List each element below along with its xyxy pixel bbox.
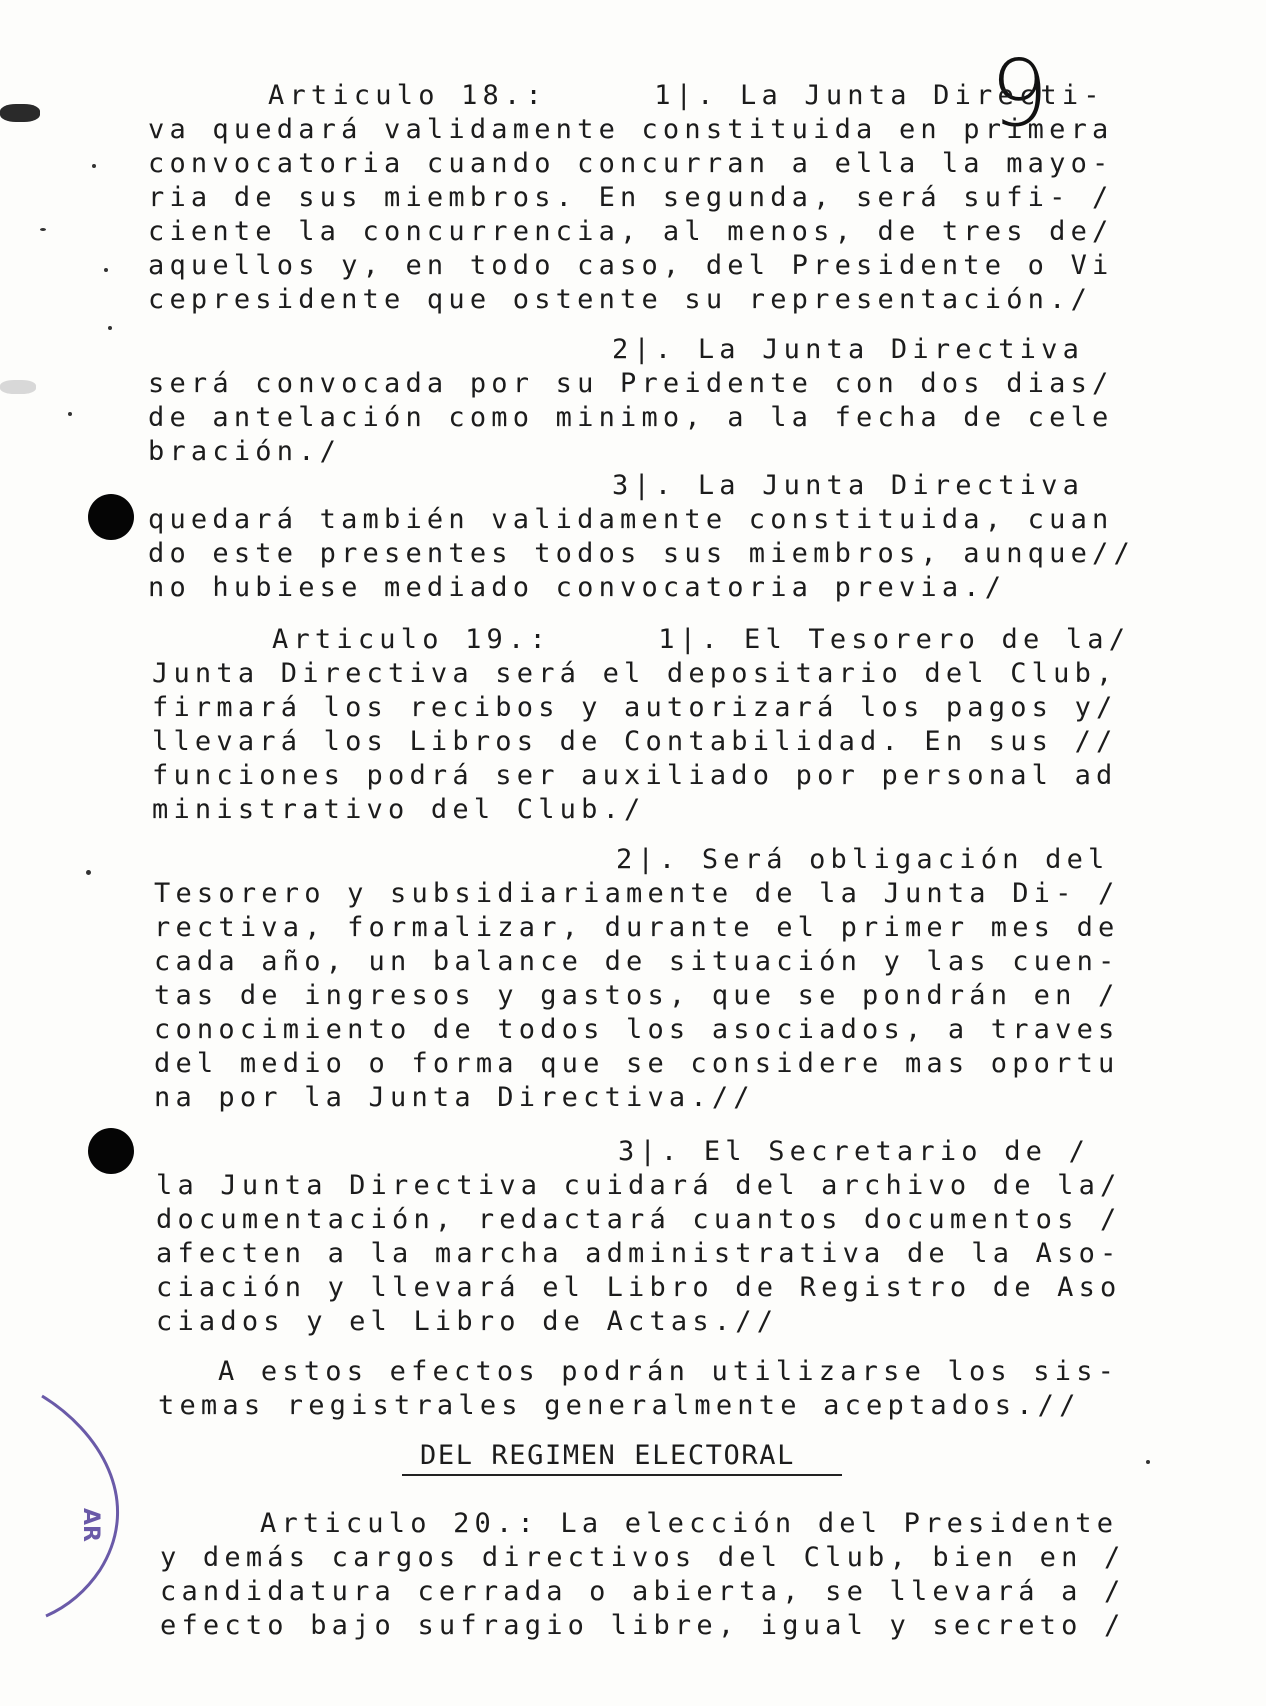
- text-line: ciación y llevará el Libro de Registro de Aso: [156, 1272, 1122, 1303]
- scan-mark: [0, 380, 36, 394]
- text-line: Articulo 20.: La elección del Presidente: [260, 1508, 1119, 1539]
- text-line: conocimiento de todos los asociados, a traves: [154, 1014, 1120, 1045]
- text-line: cada año, un balance de situación y las cuen-: [154, 946, 1120, 977]
- text-line: 2|. Será obligación del: [616, 844, 1110, 875]
- text-line: bración./: [148, 436, 342, 467]
- stamp: [28, 1390, 138, 1620]
- text-line: y demás cargos directivos del Club, bien en /: [160, 1542, 1126, 1573]
- text-line: ministrativo del Club./: [152, 794, 646, 825]
- page-number: 9: [990, 40, 1049, 147]
- punch-hole: [88, 494, 134, 540]
- text-line: ciente la concurrencia, al menos, de tres de/: [148, 216, 1114, 247]
- text-line: será convocada por su Preidente con dos dias/: [148, 368, 1114, 399]
- text-line: firmará los recibos y autorizará los pagos y/: [152, 692, 1118, 723]
- text-line: rectiva, formalizar, durante el primer mes de: [154, 912, 1120, 943]
- scan-speck: [1146, 1460, 1150, 1464]
- text-line: na por la Junta Directiva.//: [154, 1082, 755, 1113]
- heading-underline: [402, 1474, 842, 1476]
- text-line: va quedará validamente constituida en primera: [148, 114, 1114, 145]
- scan-speck: [40, 228, 46, 231]
- text-line: documentación, redactará cuantos documentos /: [156, 1204, 1122, 1235]
- section-heading: DEL REGIMEN ELECTORAL: [420, 1440, 795, 1471]
- text-line: llevará los Libros de Contabilidad. En sus //: [152, 726, 1118, 757]
- text-line: Articulo 19.: 1|. El Tesorero de la/: [272, 624, 1131, 655]
- text-line: del medio o forma que se considere mas oportu: [154, 1048, 1120, 1079]
- text-line: efecto bajo sufragio libre, igual y secreto /: [160, 1610, 1126, 1641]
- scan-speck: [104, 268, 108, 272]
- text-line: convocatoria cuando concurran a ella la mayo-: [148, 148, 1114, 179]
- text-line: ciados y el Libro de Actas.//: [156, 1306, 779, 1337]
- text-line: 3|. El Secretario de /: [618, 1136, 1091, 1167]
- punch-hole: [88, 1128, 134, 1174]
- scan-speck: [68, 412, 72, 416]
- text-line: candidatura cerrada o abierta, se llevará a /: [160, 1576, 1126, 1607]
- scan-speck: [108, 326, 112, 330]
- text-line: aquellos y, en todo caso, del Presidente o Vi: [148, 250, 1114, 281]
- text-line: cepresidente que ostente su representación./: [148, 284, 1093, 315]
- text-line: Tesorero y subsidiariamente de la Junta Di- /: [154, 878, 1120, 909]
- stamp-text: AR: [78, 1508, 103, 1542]
- text-line: A estos efectos podrán utilizarse los sis-: [218, 1356, 1120, 1387]
- stamp-graphic: [28, 1390, 138, 1620]
- text-line: de antelación como minimo, a la fecha de cele: [148, 402, 1114, 433]
- text-line: funciones podrá ser auxiliado por personal ad: [152, 760, 1118, 791]
- text-line: Junta Directiva será el depositario del Club,: [152, 658, 1118, 689]
- text-line: temas registrales generalmente aceptados.//: [158, 1390, 1081, 1421]
- text-line: tas de ingresos y gastos, que se pondrán en /: [154, 980, 1120, 1011]
- scan-mark: [0, 104, 40, 122]
- text-line: 3|. La Junta Directiva: [612, 470, 1085, 501]
- text-line: 2|. La Junta Directiva: [612, 334, 1085, 365]
- text-line: la Junta Directiva cuidará del archivo de la/: [156, 1170, 1122, 1201]
- text-line: Articulo 18.: 1|. La Junta Directi-: [268, 80, 1105, 111]
- text-line: ria de sus miembros. En segunda, será sufi- /: [148, 182, 1114, 213]
- text-line: afecten a la marcha administrativa de la Aso-: [156, 1238, 1122, 1269]
- text-line: quedará también validamente constituida, cuan: [148, 504, 1114, 535]
- text-line: no hubiese mediado convocatoria previa./: [148, 572, 1007, 603]
- text-line: do este presentes todos sus miembros, aunque//: [148, 538, 1135, 569]
- scan-speck: [86, 870, 91, 875]
- scan-speck: [92, 164, 96, 168]
